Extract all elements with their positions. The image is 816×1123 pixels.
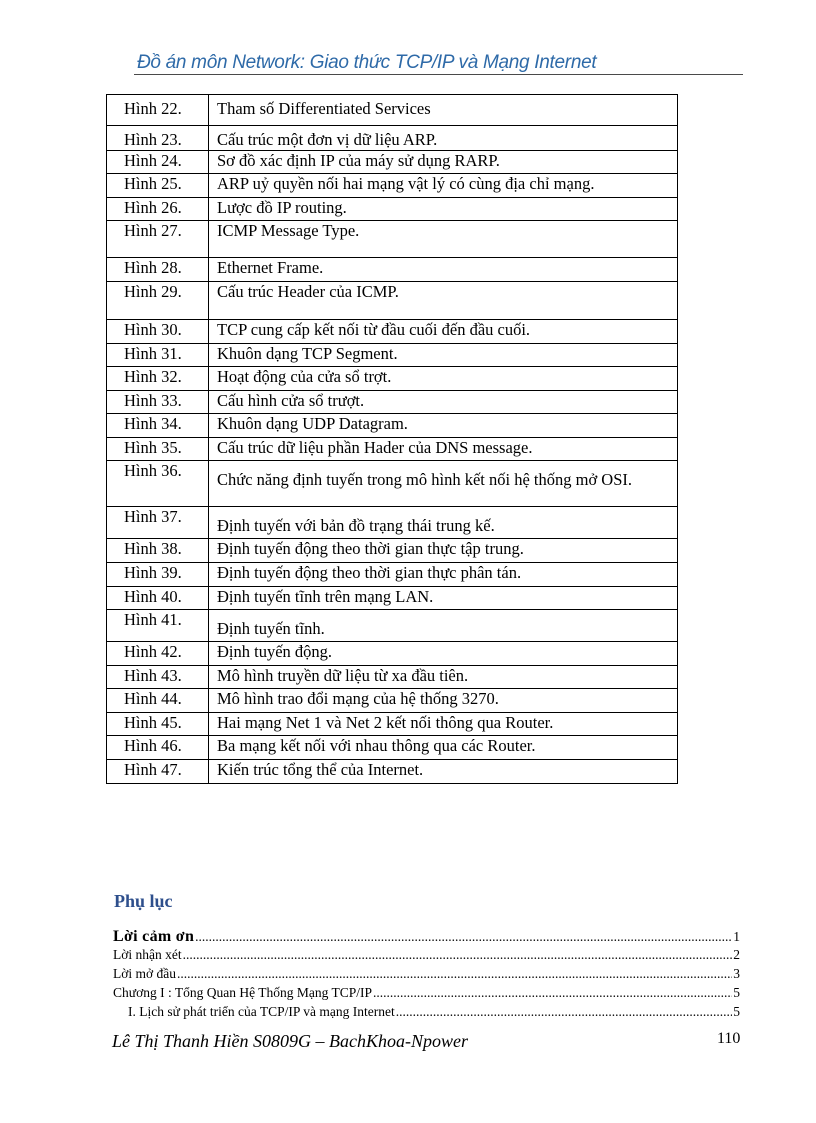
figure-number: Hình 38. [124, 539, 182, 558]
toc-entry-page: 3 [733, 966, 740, 981]
table-row [107, 367, 678, 391]
table-row [107, 126, 678, 151]
figure-title: Kiến trúc tổng thể của Internet. [217, 760, 424, 779]
table-row [107, 642, 678, 666]
figure-number: Hình 44. [124, 689, 182, 708]
figure-list-table [106, 94, 678, 784]
toc-entry-label: Lời cảm ơn [113, 928, 195, 945]
figure-number: Hình 39. [124, 563, 182, 582]
table-row [107, 461, 678, 507]
header-divider [134, 74, 743, 75]
figure-title: Hai mạng Net 1 và Net 2 kết nối thông qua Router. [217, 713, 554, 732]
figure-number: Hình 43. [124, 666, 182, 685]
table-row [107, 539, 678, 563]
figure-number: Hình 46. [124, 736, 182, 755]
toc-leader-dots [396, 1004, 732, 1020]
toc-leader-dots [373, 985, 732, 1001]
toc-entry-label: Chương I : Tổng Quan Hệ Thống Mạng TCP/IP [113, 985, 372, 1000]
toc-entry-page: 5 [733, 985, 740, 1000]
figure-title: Mô hình truyền dữ liệu từ xa đầu tiên. [217, 666, 469, 685]
table-row [107, 689, 678, 713]
figure-number: Hình 40. [124, 587, 182, 606]
footer-author: Lê Thị Thanh Hiền S0809G – BachKhoa-Npower [112, 1031, 469, 1051]
figure-number: Hình 23. [124, 130, 182, 149]
figure-number: Hình 35. [124, 438, 182, 457]
table-row [107, 391, 678, 414]
figure-number: Hình 31. [124, 344, 182, 363]
figure-title: Hoạt động của cửa sổ trợt. [217, 367, 392, 386]
figure-number: Hình 27. [124, 221, 182, 240]
figure-title: Định tuyến tĩnh trên mạng LAN. [217, 587, 434, 606]
toc-entry[interactable] [113, 947, 740, 966]
table-row [107, 713, 678, 736]
figure-title: Khuôn dạng UDP Datagram. [217, 414, 408, 433]
figure-title: Cấu trúc dữ liệu phần Hader của DNS message. [217, 438, 533, 457]
figure-number: Hình 26. [124, 198, 182, 217]
figure-title: Định tuyến động. [217, 642, 333, 661]
toc-leader-dots [183, 947, 733, 963]
figure-title: TCP cung cấp kết nối từ đầu cuối đến đầu cuối. [217, 320, 531, 339]
appendix-heading: Phụ lục [114, 891, 173, 911]
toc-entry[interactable] [113, 928, 740, 947]
figure-number: Hình 41. [124, 610, 182, 629]
toc-entry-page: 2 [733, 947, 740, 962]
table-row [107, 282, 678, 320]
toc-entry-label: Lời mở đầu [113, 966, 177, 981]
figure-title: Ethernet Frame. [217, 258, 324, 277]
figure-title: Sơ đồ xác định IP của máy sử dụng RARP. [217, 151, 500, 170]
table-row [107, 438, 678, 461]
figure-title: Ba mạng kết nối với nhau thông qua các Router. [217, 736, 536, 755]
toc-leader-dots [177, 966, 732, 982]
figure-number: Hình 22. [124, 99, 182, 118]
figure-title: Định tuyến động theo thời gian thực tập trung. [217, 539, 524, 558]
figure-number: Hình 30. [124, 320, 182, 339]
figure-title: Chức năng định tuyến trong mô hình kết nối hệ thống mở OSI. [217, 470, 633, 489]
figure-title: ICMP Message Type. [217, 221, 360, 240]
table-row [107, 151, 678, 174]
toc-entry[interactable] [113, 1004, 740, 1023]
table-row [107, 198, 678, 221]
page-number: 110 [717, 1030, 741, 1047]
toc-entry-label: I. Lịch sử phát triển của TCP/IP và mạng Internet [128, 1004, 395, 1019]
table-row [107, 414, 678, 438]
table-row [107, 221, 678, 258]
table-row [107, 760, 678, 784]
figure-title: Cấu hình cửa sổ trượt. [217, 391, 365, 410]
figure-title: Tham số Differentiated Services [217, 99, 431, 118]
figure-title: Cấu trúc một đơn vị dữ liệu ARP. [217, 130, 438, 149]
table-row [107, 666, 678, 689]
figure-title: Định tuyến với bản đồ trạng thái trung kế. [217, 516, 495, 535]
figure-title: Lược đồ IP routing. [217, 198, 347, 217]
table-row [107, 95, 678, 126]
figure-title: Định tuyến tĩnh. [217, 619, 325, 638]
table-row [107, 563, 678, 587]
figure-number: Hình 36. [124, 461, 182, 480]
table-row [107, 258, 678, 282]
table-row [107, 507, 678, 539]
figure-title: Mô hình trao đổi mạng của hệ thống 3270. [217, 689, 499, 708]
figure-number: Hình 32. [124, 367, 182, 386]
figure-title: ARP uỷ quyền nối hai mạng vật lý có cùng địa chỉ mạng. [217, 174, 595, 193]
figure-number: Hình 29. [124, 282, 182, 301]
figure-title: Cấu trúc Header của ICMP. [217, 282, 399, 301]
figure-title: Khuôn dạng TCP Segment. [217, 344, 398, 363]
toc-entry-page: 5 [733, 1004, 740, 1019]
document-header-title: Đồ án môn Network: Giao thức TCP/IP và Mạng Internet [137, 52, 597, 73]
toc-entry[interactable] [113, 985, 740, 1004]
figure-number: Hình 45. [124, 713, 182, 732]
toc-entry-label: Lời nhận xét [113, 947, 182, 962]
table-row [107, 610, 678, 642]
figure-title: Định tuyến động theo thời gian thực phân tán. [217, 563, 522, 582]
figure-number: Hình 24. [124, 151, 182, 170]
figure-number: Hình 34. [124, 414, 182, 433]
figure-number: Hình 28. [124, 258, 182, 277]
figure-number: Hình 42. [124, 642, 182, 661]
table-of-contents [113, 928, 740, 1023]
table-row [107, 736, 678, 760]
figure-number: Hình 33. [124, 391, 182, 410]
figure-number: Hình 25. [124, 174, 182, 193]
toc-entry-page: 1 [733, 929, 740, 944]
table-row [107, 174, 678, 198]
toc-leader-dots [195, 929, 732, 945]
table-row [107, 320, 678, 344]
figure-number: Hình 47. [124, 760, 182, 779]
table-row [107, 344, 678, 367]
toc-entry[interactable] [113, 966, 740, 985]
figure-number: Hình 37. [124, 507, 182, 526]
table-row [107, 587, 678, 610]
